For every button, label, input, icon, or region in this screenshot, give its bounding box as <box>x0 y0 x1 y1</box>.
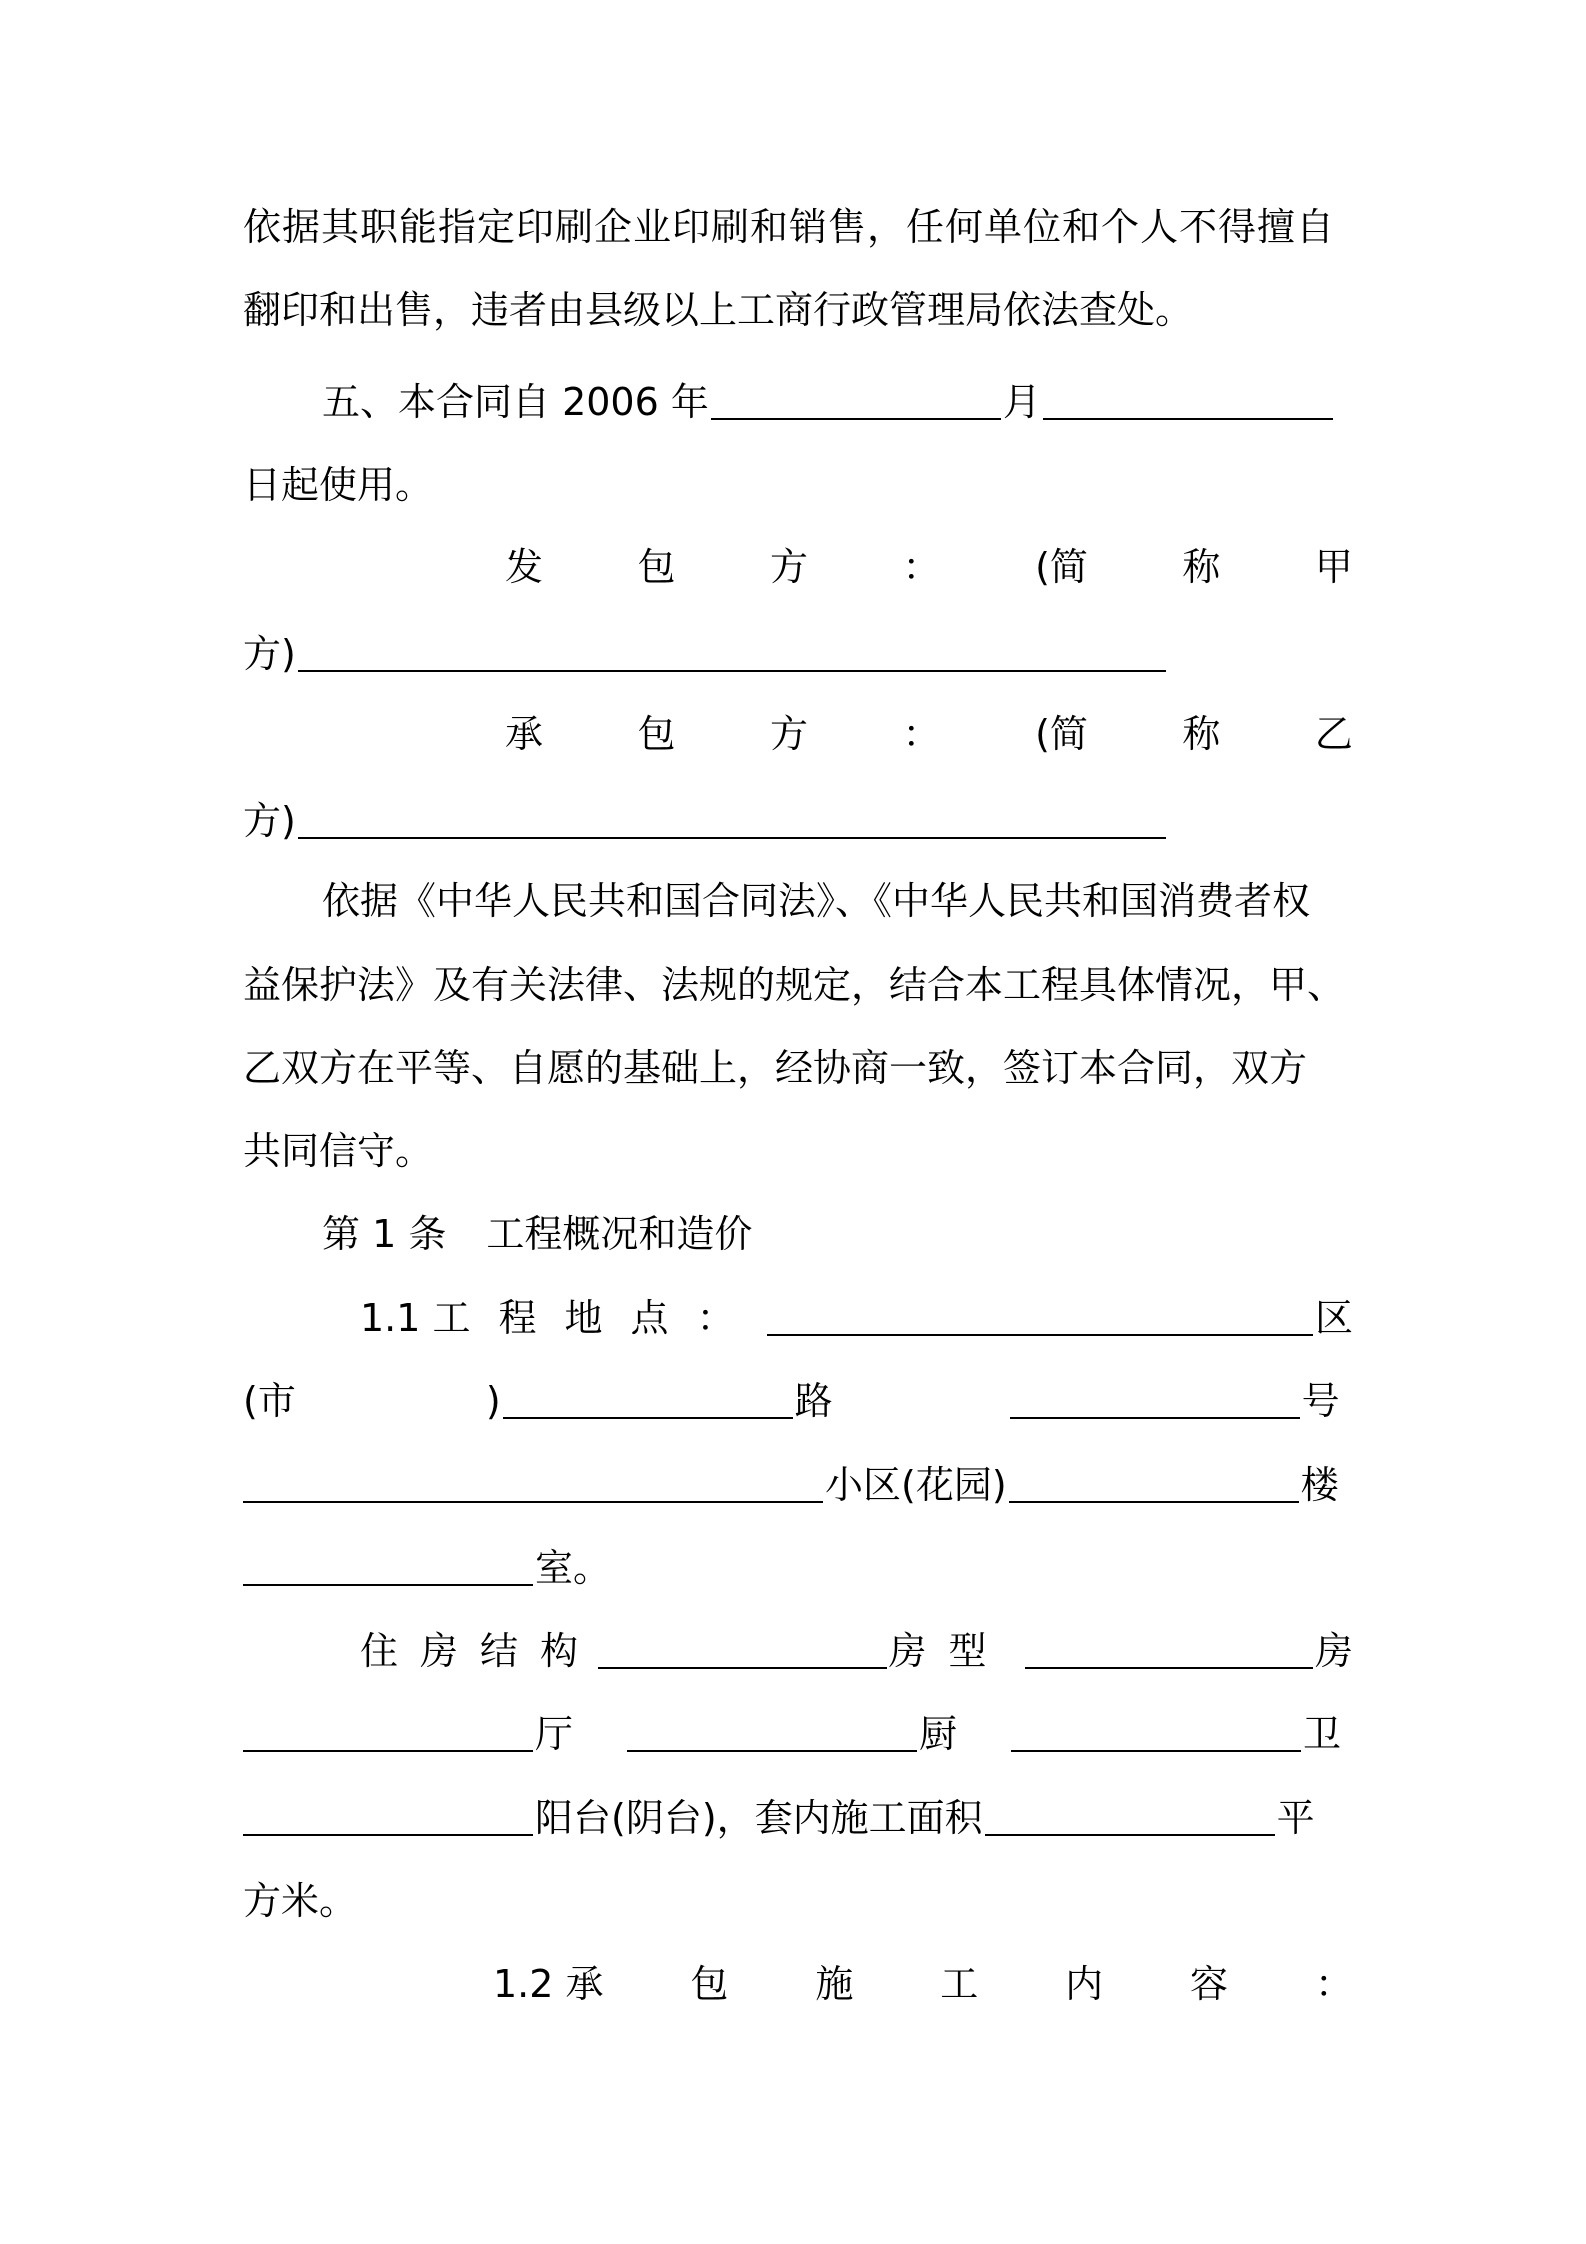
text: 点 <box>630 1296 669 1340</box>
blank-kitchen-count[interactable] <box>627 1716 917 1752</box>
party-a-line <box>505 537 1353 597</box>
text: 房 <box>420 1629 459 1673</box>
text: ： <box>902 545 941 589</box>
paragraph-line <box>243 955 1353 1015</box>
text: 构 <box>540 1629 579 1673</box>
article-heading <box>322 1204 1353 1264</box>
text: ) <box>485 1379 501 1423</box>
text: 1.1 工 <box>360 1296 471 1340</box>
text: 房 <box>1314 1629 1353 1673</box>
text: 工 <box>940 1962 979 2006</box>
text: 方) <box>243 632 296 676</box>
text: 称 <box>1182 545 1221 589</box>
party-b-name-line <box>243 791 1353 851</box>
blank-party-b[interactable] <box>298 803 1166 839</box>
party-b-line <box>505 704 1353 764</box>
text: 乙双方在平等、自愿的基础上，经协商一致，签订本合同，双方 <box>243 1046 1308 1090</box>
blank-area[interactable] <box>985 1800 1275 1836</box>
text: 包 <box>690 1962 729 2006</box>
text: 地 <box>564 1296 603 1340</box>
text: 包 <box>637 545 676 589</box>
text: 方米。 <box>243 1879 358 1923</box>
text: 益保护法》及有关法律、法规的规定，结合本工程具体情况，甲、 <box>243 963 1346 1007</box>
text: 路 <box>794 1379 833 1423</box>
text: 翻印和出售，违者由县级以上工商行政管理局依法查处。 <box>243 288 1194 332</box>
paragraph-line <box>243 455 1353 515</box>
text: 阳台(阴台)，套内施工面积 <box>535 1796 983 1840</box>
text: 卫 <box>1303 1712 1342 1756</box>
text: (简 <box>1035 712 1088 756</box>
blank-balcony-count[interactable] <box>243 1800 533 1836</box>
text: 发 <box>505 545 544 589</box>
housing-rooms-line <box>243 1704 1353 1764</box>
paragraph-line <box>243 1871 1353 1931</box>
text: 日起使用。 <box>243 463 434 507</box>
paragraph-line <box>322 871 1353 931</box>
text: 结 <box>480 1629 519 1673</box>
article-number: 第 1 条 <box>322 1212 447 1256</box>
text: 共同信守。 <box>243 1129 434 1173</box>
address-line <box>243 1371 1353 1431</box>
housing-area-line <box>243 1788 1353 1848</box>
text: 依据其职能指定印刷企业印刷和销售，任何单位和个人不得擅自 <box>243 205 1336 249</box>
text: 方) <box>243 799 296 843</box>
blank-month[interactable] <box>711 384 1001 420</box>
text: 小区(花园) <box>825 1463 1007 1507</box>
address-line <box>243 1538 1353 1598</box>
text: 甲 <box>1314 545 1353 589</box>
blank-hall-count[interactable] <box>243 1716 533 1752</box>
blank-road[interactable] <box>503 1383 793 1419</box>
text: ： <box>1314 1962 1353 2006</box>
text: (市 <box>243 1379 296 1423</box>
blank-number[interactable] <box>1010 1383 1300 1419</box>
text: 施 <box>815 1962 854 2006</box>
text: 1.2 承 <box>493 1962 604 2006</box>
text: 型 <box>948 1629 987 1673</box>
text: 区 <box>1314 1296 1353 1340</box>
text: 房 <box>888 1629 927 1673</box>
text: 平 <box>1276 1796 1315 1840</box>
text: 厨 <box>919 1712 958 1756</box>
text: (简 <box>1035 545 1088 589</box>
blank-room-count[interactable] <box>1025 1633 1313 1669</box>
text: 厅 <box>535 1712 574 1756</box>
blank-building[interactable] <box>1009 1467 1299 1503</box>
housing-structure-line <box>360 1621 1353 1681</box>
text: 包 <box>637 712 676 756</box>
text: 承 <box>505 712 544 756</box>
paragraph-line <box>243 280 1353 340</box>
text: 乙 <box>1314 712 1353 756</box>
blank-community[interactable] <box>243 1467 823 1503</box>
text: 程 <box>498 1296 537 1340</box>
text: 方 <box>770 712 809 756</box>
party-a-name-line <box>243 624 1353 684</box>
paragraph-line <box>243 197 1353 257</box>
paragraph-line <box>243 1038 1353 1098</box>
blank-district[interactable] <box>767 1300 1313 1336</box>
text: 依据《中华人民共和国合同法》、《中华人民共和国消费者权 <box>322 879 1311 923</box>
paragraph-line <box>243 1121 1353 1181</box>
text: 号 <box>1301 1379 1340 1423</box>
text: 楼 <box>1300 1463 1339 1507</box>
text: 五、本合同自 2006 年 <box>322 380 709 424</box>
blank-structure[interactable] <box>598 1633 886 1669</box>
clause-five-line <box>322 372 1353 432</box>
text: 容 <box>1190 1962 1229 2006</box>
address-line <box>243 1455 1353 1515</box>
text: ： <box>902 712 941 756</box>
text: ： <box>696 1296 735 1340</box>
text: 称 <box>1182 712 1221 756</box>
text: 内 <box>1065 1962 1104 2006</box>
blank-room[interactable] <box>243 1550 533 1586</box>
article-title: 工程概况和造价 <box>486 1212 753 1256</box>
text: 室。 <box>535 1546 612 1590</box>
blank-day[interactable] <box>1043 384 1333 420</box>
site-location-line <box>360 1288 1353 1348</box>
text: 月 <box>1002 380 1041 424</box>
contract-scope-line <box>493 1954 1353 2014</box>
blank-bath-count[interactable] <box>1011 1716 1301 1752</box>
text: 住 <box>360 1629 399 1673</box>
text: 方 <box>770 545 809 589</box>
blank-party-a[interactable] <box>298 636 1166 672</box>
